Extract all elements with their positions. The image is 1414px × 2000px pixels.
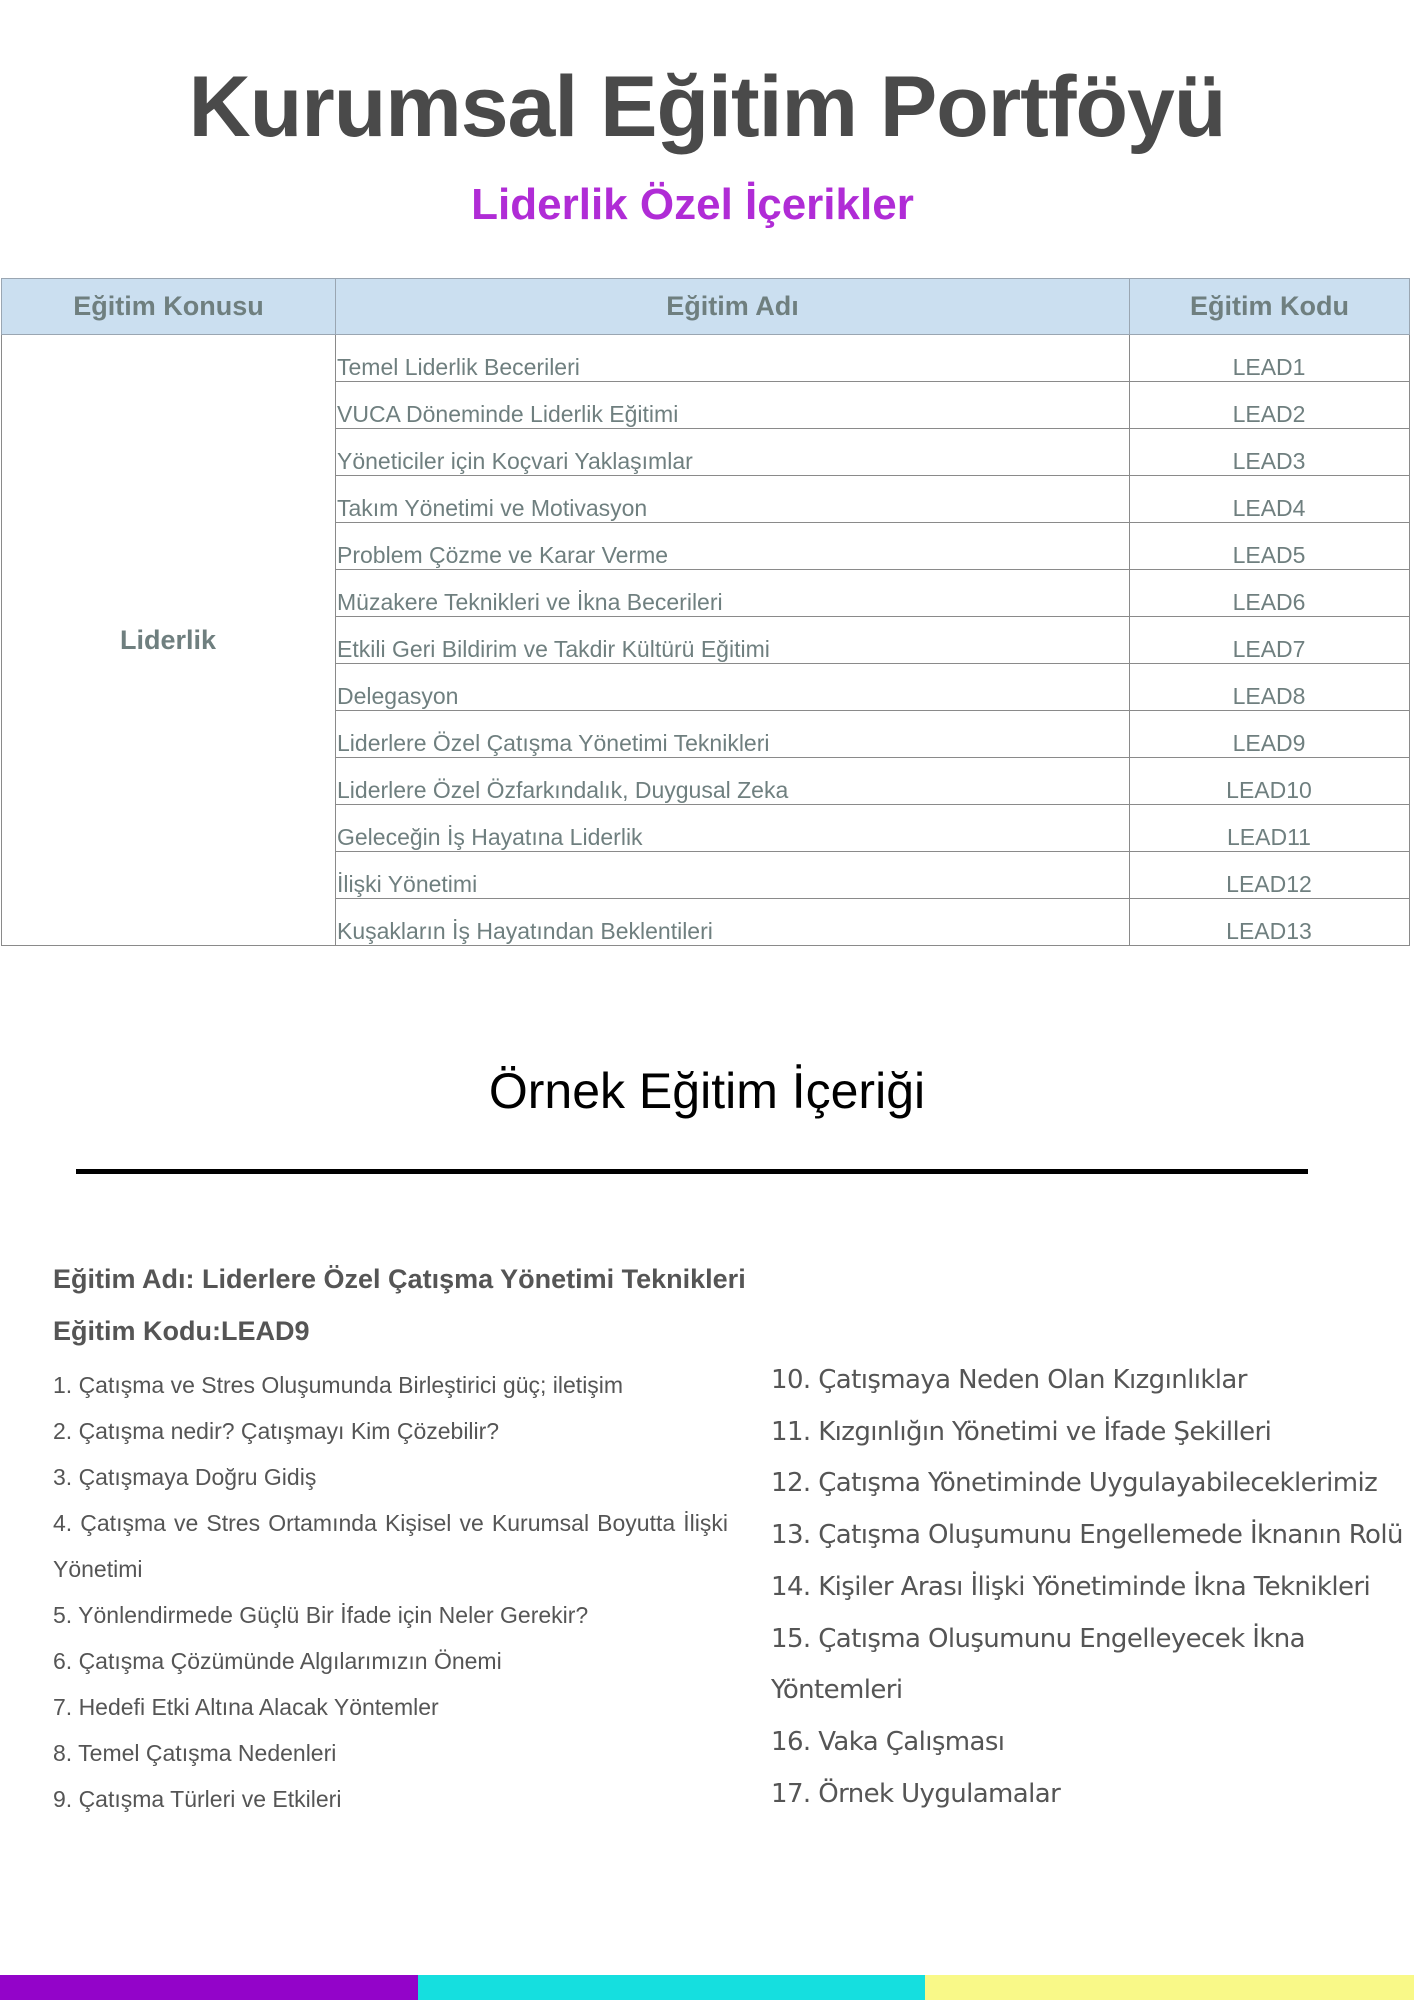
training-name-cell: Temel Liderlik Becerileri bbox=[336, 335, 1130, 382]
content-item: 9. Çatışma Türleri ve Etkileri bbox=[53, 1786, 342, 1812]
header-name: Eğitim Adı bbox=[336, 279, 1130, 335]
training-code-cell: LEAD1 bbox=[1130, 335, 1410, 382]
page-title: Kurumsal Eğitim Portföyü bbox=[188, 59, 1226, 155]
training-code-cell: LEAD6 bbox=[1130, 570, 1410, 617]
training-code-cell: LEAD2 bbox=[1130, 382, 1410, 429]
training-code-cell: LEAD11 bbox=[1130, 805, 1410, 852]
training-name-line: Eğitim Adı: Liderlere Özel Çatışma Yönetimi Teknikleri bbox=[53, 1264, 746, 1294]
table-row bbox=[2, 335, 1410, 382]
content-item: 17. Örnek Uygulamalar bbox=[771, 1778, 1061, 1809]
training-code-cell: LEAD4 bbox=[1130, 476, 1410, 523]
content-item: 10. Çatışmaya Neden Olan Kızgınlıklar bbox=[771, 1365, 1247, 1395]
content-item: 13. Çatışma Oluşumunu Engellemede İknanın Rolü bbox=[771, 1520, 1403, 1551]
content-item: 7. Hedefi Etki Altına Alacak Yöntemler bbox=[53, 1694, 439, 1720]
training-name-cell: Liderlere Özel Özfarkındalık, Duygusal Zeka bbox=[336, 758, 1130, 805]
training-name-cell: Delegasyon bbox=[336, 664, 1130, 711]
topic-cell: Liderlik bbox=[2, 335, 336, 946]
training-code-cell: LEAD12 bbox=[1130, 852, 1410, 899]
training-name-cell: Etkili Geri Bildirim ve Takdir Kültürü Eğitimi bbox=[336, 617, 1130, 664]
training-code-cell: LEAD7 bbox=[1130, 617, 1410, 664]
page-subtitle: Liderlik Özel İçerikler bbox=[471, 180, 914, 229]
header-topic: Eğitim Konusu bbox=[2, 279, 336, 335]
training-code-cell: LEAD5 bbox=[1130, 523, 1410, 570]
training-name-cell: Yöneticiler için Koçvari Yaklaşımlar bbox=[336, 429, 1130, 476]
content-item: 3. Çatışmaya Doğru Gidiş bbox=[53, 1464, 317, 1490]
training-name-cell: Problem Çözme ve Karar Verme bbox=[336, 523, 1130, 570]
training-code-cell: LEAD8 bbox=[1130, 664, 1410, 711]
content-item: 12. Çatışma Yönetiminde Uygulayabileceklerimiz bbox=[771, 1468, 1378, 1499]
training-name-cell: Kuşakların İş Hayatından Beklentileri bbox=[336, 899, 1130, 946]
content-item: 2. Çatışma nedir? Çatışmayı Kim Çözebilir? bbox=[53, 1418, 500, 1444]
training-name-cell: İlişki Yönetimi bbox=[336, 852, 1130, 899]
training-code-cell: LEAD9 bbox=[1130, 711, 1410, 758]
content-item: 5. Yönlendirmede Güçlü Bir İfade için Neler Gerekir? bbox=[53, 1602, 589, 1628]
content-list-left bbox=[53, 1362, 728, 1822]
content-item: 11. Kızgınlığın Yönetimi ve İfade Şekilleri bbox=[771, 1416, 1272, 1447]
training-name-cell: Müzakere Teknikleri ve İkna Becerileri bbox=[336, 570, 1130, 617]
content-list-right bbox=[771, 1355, 1414, 1820]
divider bbox=[76, 1169, 1308, 1174]
footer-bar-purple bbox=[0, 1975, 418, 2000]
sample-heading: Örnek Eğitim İçeriği bbox=[488, 1063, 926, 1119]
training-code-cell: LEAD13 bbox=[1130, 899, 1410, 946]
content-item: 1. Çatışma ve Stres Oluşumunda Birleştirici güç; iletişim bbox=[53, 1372, 624, 1398]
content-item: 14. Kişiler Arası İlişki Yönetiminde İkna Teknikleri bbox=[771, 1571, 1371, 1602]
training-code-cell: LEAD10 bbox=[1130, 758, 1410, 805]
content-item: 16. Vaka Çalışması bbox=[771, 1726, 1005, 1757]
header-code: Eğitim Kodu bbox=[1130, 279, 1410, 335]
content-item: 6. Çatışma Çözümünde Algılarımızın Önemi bbox=[53, 1648, 502, 1674]
content-item: 4. Çatışma ve Stres Ortamında Kişisel ve Kurumsal Boyutta İlişki Yönetimi bbox=[53, 1510, 728, 1582]
training-code-cell: LEAD3 bbox=[1130, 429, 1410, 476]
footer-bar-yellow bbox=[925, 1975, 1414, 2000]
training-name-cell: Liderlere Özel Çatışma Yönetimi Teknikleri bbox=[336, 711, 1130, 758]
training-name-cell: Takım Yönetimi ve Motivasyon bbox=[336, 476, 1130, 523]
content-item: 15. Çatışma Oluşumunu Engelleyecek İkna Yöntemleri bbox=[771, 1623, 1305, 1706]
content-item: 8. Temel Çatışma Nedenleri bbox=[53, 1740, 337, 1766]
training-name-cell: VUCA Döneminde Liderlik Eğitimi bbox=[336, 382, 1130, 429]
training-name-cell: Geleceğin İş Hayatına Liderlik bbox=[336, 805, 1130, 852]
training-code-line: Eğitim Kodu:LEAD9 bbox=[53, 1316, 310, 1346]
footer-bar-cyan bbox=[418, 1975, 925, 2000]
training-table bbox=[1, 278, 1410, 946]
